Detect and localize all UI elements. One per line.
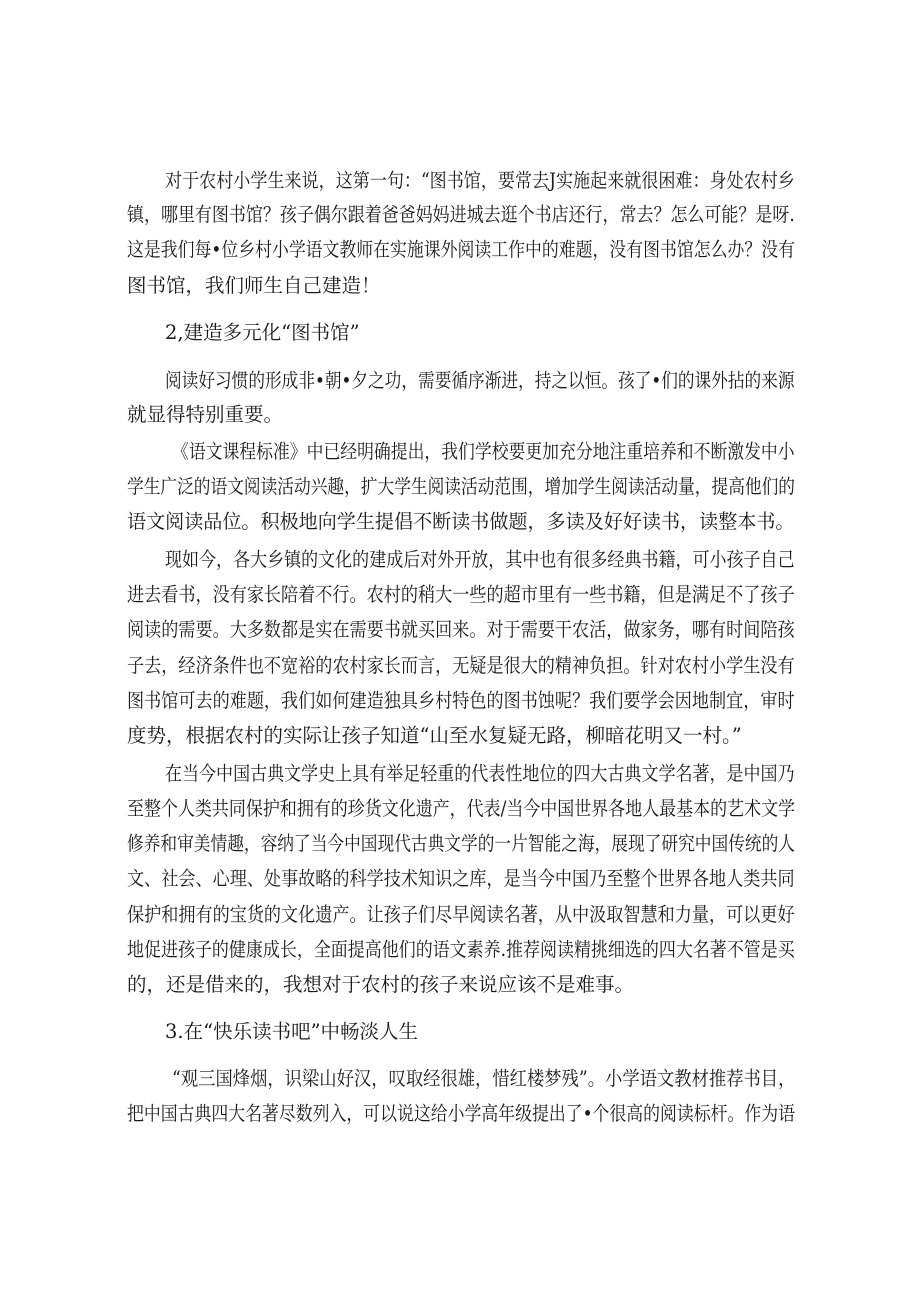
text-line: 《语文课程标准》中已经明确提出，我们学校要更加充分地注重培养和不断激发中小 (172, 440, 795, 463)
text-line: 保护和拥有的宝货的文化遗产。让孩子们尽早阅读名著，从中汲取智慧和力量，可以更好 (127, 903, 795, 926)
text-line: 就显得特别重要。 (127, 403, 284, 426)
text-line: 图书馆，我们师生自己建造！ (127, 274, 381, 297)
text-line: 进去看书，没有家长陪着不行。农村的稍大一些的超市里有一些书籍，但是满足不了孩子 (127, 583, 795, 606)
text-line: 的，还是借来的，我想对于农村的孩子来说应该不是难事。 (127, 973, 635, 996)
text-line: 地促进孩子的健康成长，全面提高他们的语文素养.推荐阅读精挑细选的四大名著不管是买 (127, 938, 795, 961)
text-line: 镇，哪里有图书馆？孩子偶尔跟着爸爸妈妈进城去逛个书店还行，常去？怎么可能？是呀. (127, 203, 795, 226)
text-line: 这是我们每•位乡村小学语文教师在实施课外阅读工作中的难题，没有图书馆怎么办？没有 (127, 238, 796, 261)
text-line: 阅读好习惯的形成非•朝•夕之功，需要循序渐进，持之以恒。孩了•们的课外拈的来源 (165, 369, 795, 392)
text-line: 度势，根据农村的实际让孩子知道“山至水复疑无路，柳暗花明又一村。” (127, 724, 742, 747)
text-line: 学生广泛的语文阅读活动兴趣，扩大学生阅读活动范围，增加学生阅读活动量，提高他们的 (127, 475, 796, 498)
text-line: 阅读的需要。大多数都是实在需要书就买回来。对于需要干农活，做家务，哪有时间陪孩 (127, 618, 795, 641)
section-heading: 3.在“快乐读书吧”中畅淡人生 (165, 1020, 419, 1043)
section-heading: 2,建造多元化“图书馆” (165, 321, 360, 344)
text-line: 在当今中国古典文学史上具有举足轻重的代表性地位的四大古典文学名著，是中国乃 (165, 762, 795, 785)
text-line: 现如今，各大乡镇的文化的建成后对外开放，其中也有很多经典书籍，可小孩子自己 (165, 548, 795, 571)
text-line: 图书馆可去的难题，我们如何建造独具乡村特色的图书蚀呢？我们要学会因地制宜，审时 (127, 689, 795, 712)
text-line: 把中国古典四大名著尽数列入，可以说这给小学高年级提出了•个很高的阅读标杆。作为语 (127, 1102, 796, 1125)
text-line: 修养和审美情趣，容纳了当今中国现代古典文学的一片智能之海，展现了研究中国传统的人 (127, 832, 796, 855)
text-line: 对于农村小学生来说，这第一句：“图书馆，要常去J实施起来就很困难：身处农村乡 (165, 169, 795, 192)
text-line: “观三国烽烟，识梁山好汉，叹取经很雄，惜红楼梦残”。小学语文教材推荐书目， (172, 1067, 796, 1090)
text-line: 语文阅读品位。积极地向学生提倡不断读书做题，多读及好好读书，读整本书。 (127, 510, 795, 533)
text-line: 至整个人类共同保护和拥有的珍货文化遗产，代表/当今中国世界各地人最基本的艺术文学 (127, 797, 796, 820)
text-line: 文、社会、心理、处事故略的科学技术知识之库，是当今中国乃至整个世界各地人类共同 (127, 867, 795, 890)
text-line: 子去，经济条件也不宽裕的农村家长而言，无疑是很大的精神负担。针对农村小学生没有 (127, 654, 795, 677)
